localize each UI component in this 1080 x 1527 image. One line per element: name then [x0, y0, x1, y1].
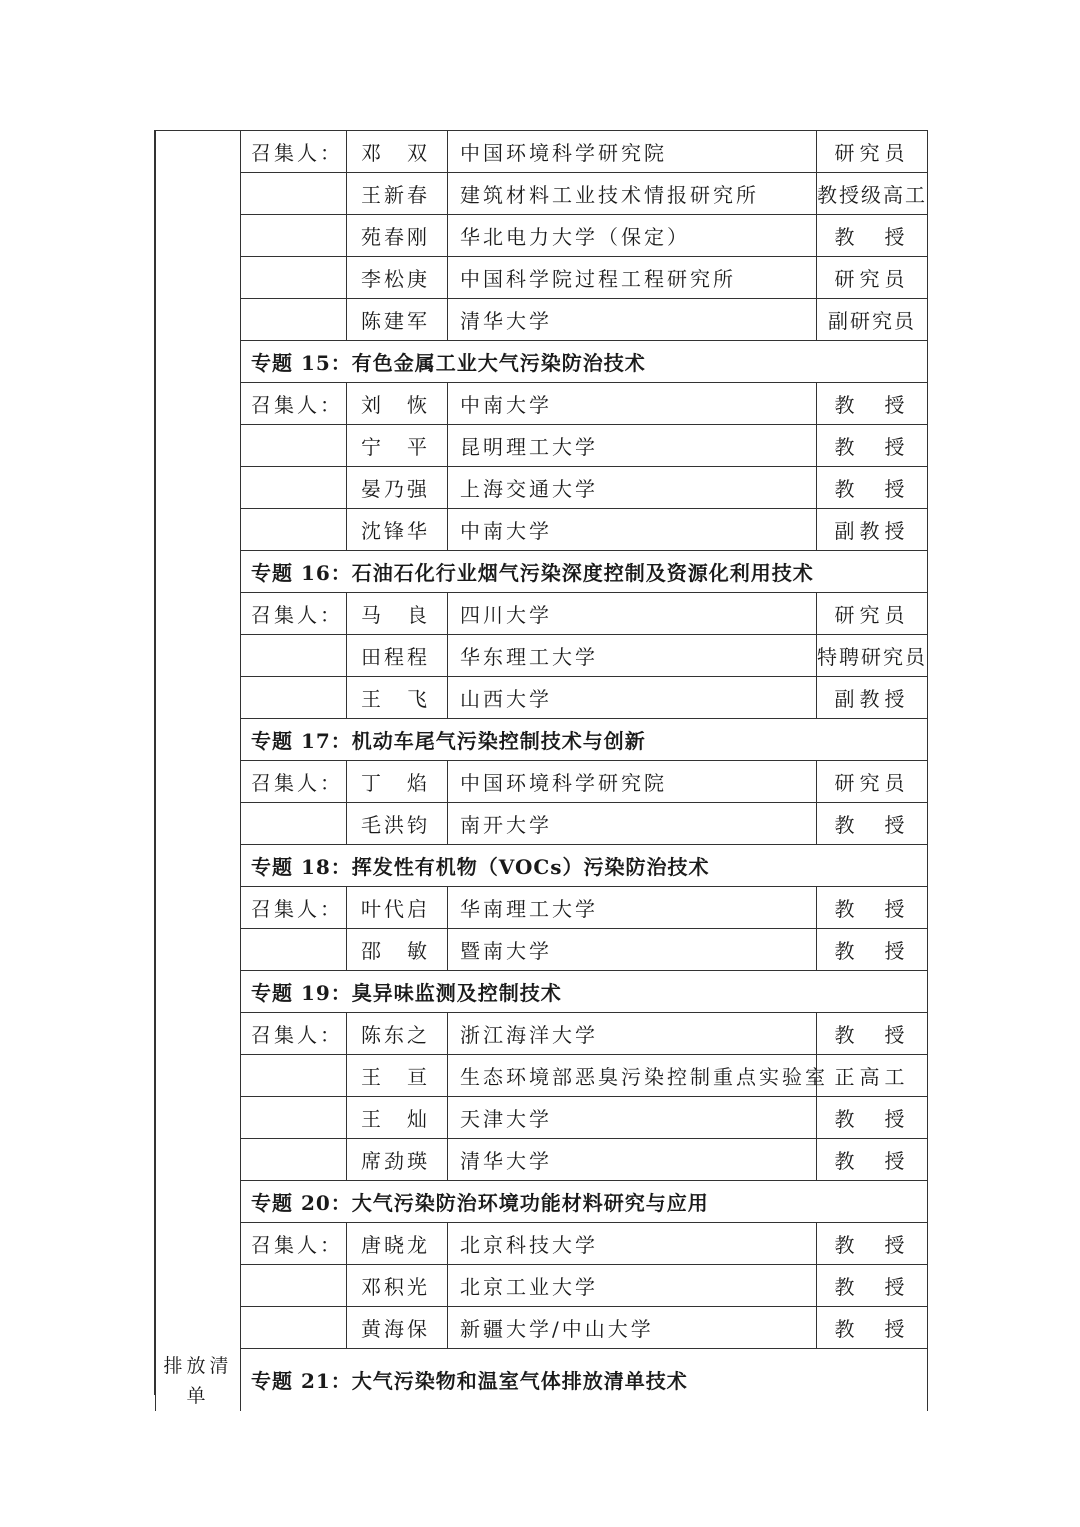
member-title: 研究员 — [817, 257, 928, 299]
member-row — [156, 1097, 928, 1139]
empty-role-cell — [241, 425, 347, 467]
member-title: 正高工 — [817, 1055, 928, 1097]
member-title: 教 授 — [817, 1307, 928, 1349]
member-organization: 昆明理工大学 — [448, 425, 817, 467]
member-organization: 中国环境科学研究院 — [448, 761, 817, 803]
member-row — [156, 131, 928, 173]
member-name: 丁 焰 — [347, 761, 448, 803]
member-title: 副教授 — [817, 677, 928, 719]
empty-role-cell — [241, 635, 347, 677]
topic-row — [156, 551, 928, 593]
empty-role-cell — [241, 1139, 347, 1181]
member-row — [156, 1013, 928, 1055]
member-organization: 山西大学 — [448, 677, 817, 719]
empty-role-cell — [241, 1265, 347, 1307]
expert-table — [155, 131, 928, 1411]
empty-role-cell — [241, 509, 347, 551]
member-name: 苑春刚 — [347, 215, 448, 257]
member-name: 宁 平 — [347, 425, 448, 467]
member-row — [156, 1055, 928, 1097]
member-title: 教 授 — [817, 1097, 928, 1139]
member-name: 席劲瑛 — [347, 1139, 448, 1181]
member-organization: 浙江海洋大学 — [448, 1013, 817, 1055]
member-name: 唐晓龙 — [347, 1223, 448, 1265]
member-name: 沈锋华 — [347, 509, 448, 551]
topic-row — [156, 1181, 928, 1223]
empty-role-cell — [241, 257, 347, 299]
member-row — [156, 1265, 928, 1307]
member-name: 陈东之 — [347, 1013, 448, 1055]
convener-label: 召集人： — [241, 887, 347, 929]
member-title: 研究员 — [817, 593, 928, 635]
member-organization: 生态环境部恶臭污染控制重点实验室 — [448, 1055, 817, 1097]
member-row — [156, 593, 928, 635]
member-organization: 北京科技大学 — [448, 1223, 817, 1265]
member-name: 邓积光 — [347, 1265, 448, 1307]
member-title: 教 授 — [817, 383, 928, 425]
topic-heading: 专题 18：挥发性有机物（VOCs）污染防治技术 — [241, 845, 928, 887]
member-title: 教 授 — [817, 803, 928, 845]
empty-role-cell — [241, 173, 347, 215]
member-name: 王 飞 — [347, 677, 448, 719]
member-organization: 华南理工大学 — [448, 887, 817, 929]
member-organization: 中国科学院过程工程研究所 — [448, 257, 817, 299]
member-name: 李松庚 — [347, 257, 448, 299]
member-title: 教 授 — [817, 215, 928, 257]
member-name: 马 良 — [347, 593, 448, 635]
topic-row — [156, 341, 928, 383]
section-side-cell — [156, 131, 241, 1349]
topic-heading: 专题 19：臭异味监测及控制技术 — [241, 971, 928, 1013]
member-title: 教 授 — [817, 1223, 928, 1265]
member-name: 毛洪钧 — [347, 803, 448, 845]
member-row — [156, 1223, 928, 1265]
topic-row — [156, 719, 928, 761]
member-title: 教 授 — [817, 1265, 928, 1307]
member-row — [156, 1139, 928, 1181]
empty-role-cell — [241, 299, 347, 341]
member-title: 副教授 — [817, 509, 928, 551]
member-organization: 新疆大学/中山大学 — [448, 1307, 817, 1349]
member-row — [156, 383, 928, 425]
empty-role-cell — [241, 215, 347, 257]
member-title: 特聘研究员 — [817, 635, 928, 677]
member-name: 晏乃强 — [347, 467, 448, 509]
member-row — [156, 425, 928, 467]
member-row — [156, 467, 928, 509]
member-row — [156, 887, 928, 929]
member-row — [156, 215, 928, 257]
topic-row — [156, 845, 928, 887]
member-row — [156, 509, 928, 551]
topic-row — [156, 1349, 928, 1411]
member-row — [156, 677, 928, 719]
convener-label: 召集人： — [241, 383, 347, 425]
member-title: 教授级高工 — [817, 173, 928, 215]
member-name: 王 亘 — [347, 1055, 448, 1097]
member-title: 教 授 — [817, 425, 928, 467]
member-row — [156, 1307, 928, 1349]
member-organization: 清华大学 — [448, 1139, 817, 1181]
expert-list-document — [154, 130, 928, 1407]
member-organization: 天津大学 — [448, 1097, 817, 1139]
empty-role-cell — [241, 1097, 347, 1139]
member-name: 叶代启 — [347, 887, 448, 929]
member-row — [156, 257, 928, 299]
member-title: 教 授 — [817, 929, 928, 971]
member-organization: 中南大学 — [448, 509, 817, 551]
convener-label: 召集人： — [241, 1223, 347, 1265]
member-title: 副研究员 — [817, 299, 928, 341]
member-title: 研究员 — [817, 131, 928, 173]
member-title: 研究员 — [817, 761, 928, 803]
convener-label: 召集人： — [241, 593, 347, 635]
empty-role-cell — [241, 1307, 347, 1349]
member-organization: 上海交通大学 — [448, 467, 817, 509]
empty-role-cell — [241, 677, 347, 719]
member-organization: 华北电力大学（保定） — [448, 215, 817, 257]
topic-heading: 专题 20：大气污染防治环境功能材料研究与应用 — [241, 1181, 928, 1223]
member-name: 邓 双 — [347, 131, 448, 173]
member-name: 王新春 — [347, 173, 448, 215]
member-row — [156, 803, 928, 845]
topic-row — [156, 971, 928, 1013]
member-title: 教 授 — [817, 887, 928, 929]
topic-heading: 专题 21：大气污染物和温室气体排放清单技术 — [241, 1349, 928, 1411]
member-title: 教 授 — [817, 467, 928, 509]
topic-heading: 专题 17：机动车尾气污染控制技术与创新 — [241, 719, 928, 761]
member-organization: 暨南大学 — [448, 929, 817, 971]
topic-heading: 专题 16：石油石化行业烟气污染深度控制及资源化利用技术 — [241, 551, 928, 593]
member-row — [156, 299, 928, 341]
member-organization: 南开大学 — [448, 803, 817, 845]
member-organization: 中国环境科学研究院 — [448, 131, 817, 173]
member-organization: 清华大学 — [448, 299, 817, 341]
member-organization: 四川大学 — [448, 593, 817, 635]
member-row — [156, 929, 928, 971]
member-row — [156, 635, 928, 677]
topic-heading: 专题 15：有色金属工业大气污染防治技术 — [241, 341, 928, 383]
member-name: 邵 敏 — [347, 929, 448, 971]
convener-label: 召集人： — [241, 761, 347, 803]
convener-label: 召集人： — [241, 131, 347, 173]
member-row — [156, 761, 928, 803]
emission-inventory-side-label: 排放清单 — [156, 1349, 241, 1411]
member-organization: 建筑材料工业技术情报研究所 — [448, 173, 817, 215]
member-name: 黄海保 — [347, 1307, 448, 1349]
member-name: 陈建军 — [347, 299, 448, 341]
member-organization: 中南大学 — [448, 383, 817, 425]
member-title: 教 授 — [817, 1013, 928, 1055]
empty-role-cell — [241, 929, 347, 971]
member-name: 刘 恢 — [347, 383, 448, 425]
empty-role-cell — [241, 803, 347, 845]
member-organization: 北京工业大学 — [448, 1265, 817, 1307]
member-name: 王 灿 — [347, 1097, 448, 1139]
member-row — [156, 173, 928, 215]
member-title: 教 授 — [817, 1139, 928, 1181]
convener-label: 召集人： — [241, 1013, 347, 1055]
member-organization: 华东理工大学 — [448, 635, 817, 677]
empty-role-cell — [241, 1055, 347, 1097]
member-name: 田程程 — [347, 635, 448, 677]
empty-role-cell — [241, 467, 347, 509]
